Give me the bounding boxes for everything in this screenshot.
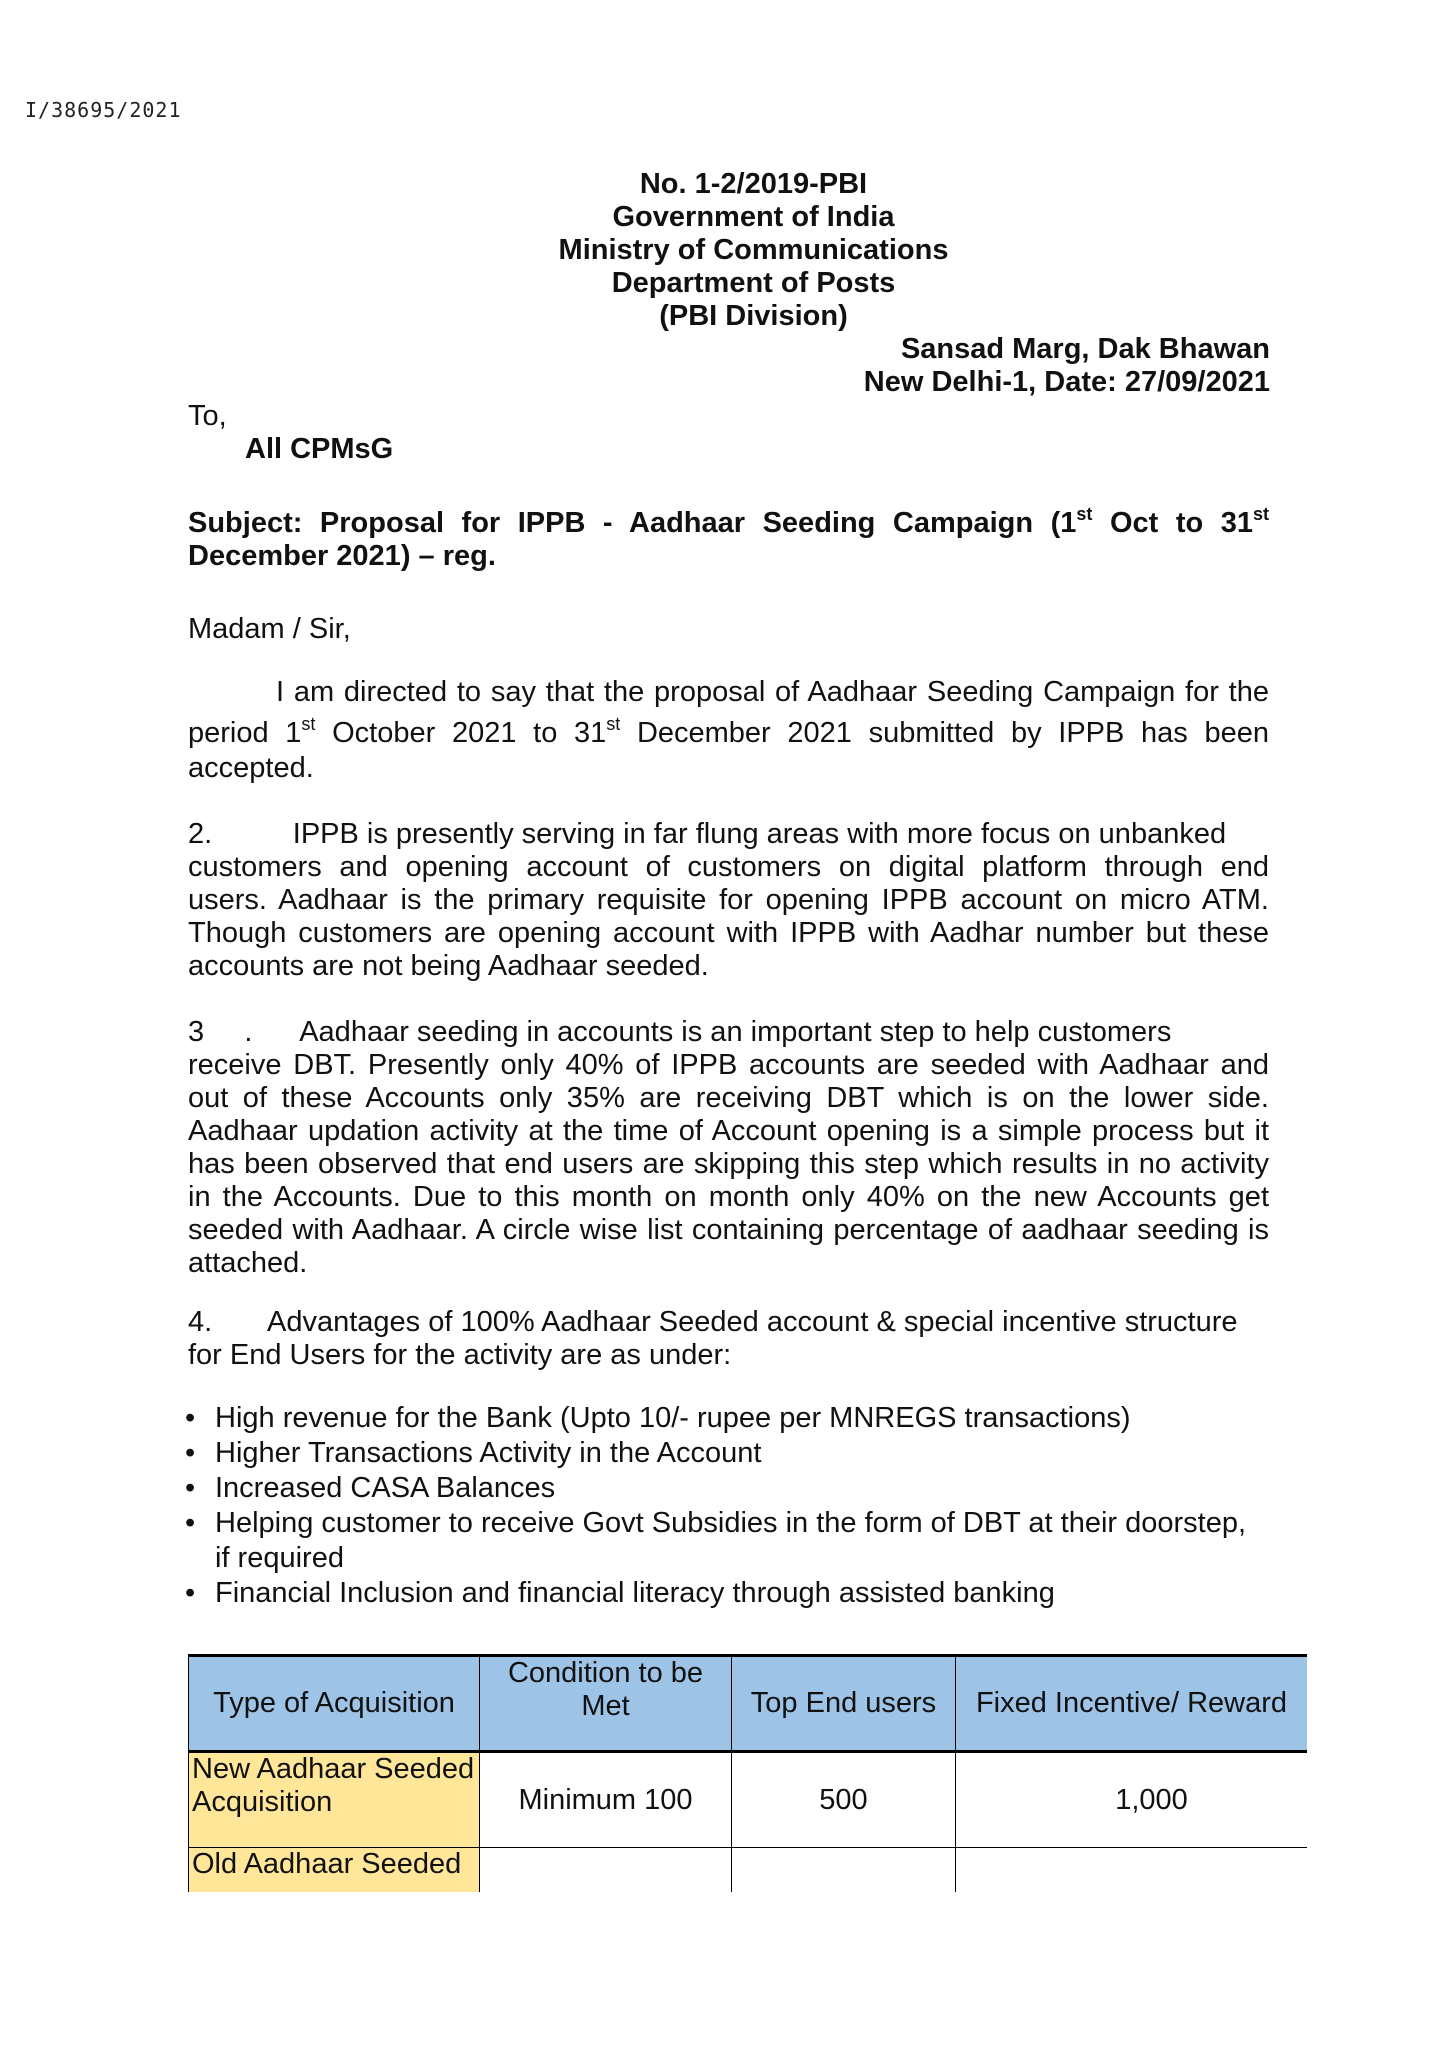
cell-condition	[480, 1848, 732, 1893]
recipient: All CPMsG	[245, 433, 394, 465]
subject-line-1: Subject: Proposal for IPPB - Aadhaar Seeding Campaign (1st Oct to 31st	[188, 504, 1269, 539]
para3-line-6: in the Accounts. Due to this month on month only 40% on the new Accounts get	[188, 1181, 1269, 1213]
cell-condition: Minimum 100	[480, 1752, 732, 1848]
bullet-item: Higher Transactions Activity in the Account	[215, 1437, 762, 1469]
para3-line-2: receive DBT. Presently only 40% of IPPB accounts are seeded with Aadhaar and	[188, 1049, 1269, 1081]
to-label: To,	[188, 400, 227, 432]
address-line-1: Sansad Marg, Dak Bhawan	[900, 333, 1270, 365]
bullet-icon: •	[185, 1507, 196, 1539]
bullet-icon: •	[185, 1437, 196, 1469]
para3-line-5: has been observed that end users are skipping this step which results in no activity	[188, 1148, 1269, 1180]
para2-line-1: 2. IPPB is presently serving in far flung areas with more focus on unbanked	[188, 818, 1227, 850]
header-top-end-users: Top End users	[732, 1656, 956, 1752]
salutation: Madam / Sir,	[188, 613, 351, 645]
department-line: Department of Posts	[611, 267, 896, 299]
bullet-icon: •	[185, 1402, 196, 1434]
para1-line-1: I am directed to say that the proposal of Aadhaar Seeding Campaign for the	[276, 676, 1269, 708]
ministry-line: Ministry of Communications	[558, 234, 949, 266]
para3-line-4: Aadhaar updation activity at the time of Account opening is a simple process but it	[188, 1115, 1269, 1147]
government-line: Government of India	[612, 201, 895, 233]
cell-incentive: 1,000	[956, 1752, 1308, 1848]
subject-line-2: December 2021) – reg.	[188, 540, 496, 572]
bullet-item: High revenue for the Bank (Upto 10/- rupee per MNREGS transactions)	[215, 1402, 1131, 1434]
para1-line-2: period 1st October 2021 to 31st December 2021 submitted by IPPB has been	[188, 714, 1269, 749]
header-incentive: Fixed Incentive/ Reward	[956, 1656, 1308, 1752]
para3-line-1: 3 . Aadhaar seeding in accounts is an important step to help customers	[188, 1016, 1172, 1048]
para3-line-3: out of these Accounts only 35% are receiving DBT which is on the lower side.	[188, 1082, 1269, 1114]
address-date-line: New Delhi-1, Date: 27/09/2021	[863, 366, 1270, 398]
cell-top-end-users: 500	[732, 1752, 956, 1848]
bullet-item: Financial Inclusion and financial literacy through assisted banking	[215, 1577, 1055, 1609]
para4-line-2: for End Users for the activity are as under:	[188, 1339, 732, 1371]
bullet-icon: •	[185, 1577, 196, 1609]
header-type: Type of Acquisition	[189, 1656, 480, 1752]
cell-type: Old Aadhaar Seeded	[189, 1848, 480, 1893]
para2-line-5: accounts are not being Aadhaar seeded.	[188, 950, 709, 982]
bullet-item: Increased CASA Balances	[215, 1472, 556, 1504]
para2-line-4: Though customers are opening account with IPPB with Aadhar number but these	[188, 917, 1269, 949]
division-line: (PBI Division)	[659, 300, 848, 332]
letter-number: No. 1-2/2019-PBI	[639, 168, 868, 200]
table-row	[189, 1752, 1308, 1848]
para4-line-1: 4. Advantages of 100% Aadhaar Seeded account & special incentive structure	[188, 1306, 1238, 1338]
cell-top-end-users	[732, 1848, 956, 1893]
para2-line-2: customers and opening account of customers on digital platform through end	[188, 851, 1269, 883]
para3-line-7: seeded with Aadhaar. A circle wise list containing percentage of aadhaar seeding is	[188, 1214, 1269, 1246]
table-header-row	[189, 1656, 1308, 1752]
cell-type: New Aadhaar Seeded Acquisition	[189, 1752, 480, 1848]
para1-line-3: accepted.	[188, 752, 314, 784]
para2-line-3: users. Aadhaar is the primary requisite for opening IPPB account on micro ATM.	[188, 884, 1269, 916]
incentive-table	[188, 1654, 1307, 1892]
bullet-item-continuation: if required	[215, 1542, 344, 1574]
table-row	[189, 1848, 1308, 1893]
header-condition: Condition to be Met	[480, 1656, 732, 1752]
bullet-icon: •	[185, 1472, 196, 1504]
file-number: I/38695/2021	[25, 98, 182, 122]
cell-incentive	[956, 1848, 1308, 1893]
bullet-item: Helping customer to receive Govt Subsidies in the form of DBT at their doorstep,	[215, 1507, 1247, 1539]
para3-line-8: attached.	[188, 1247, 308, 1279]
